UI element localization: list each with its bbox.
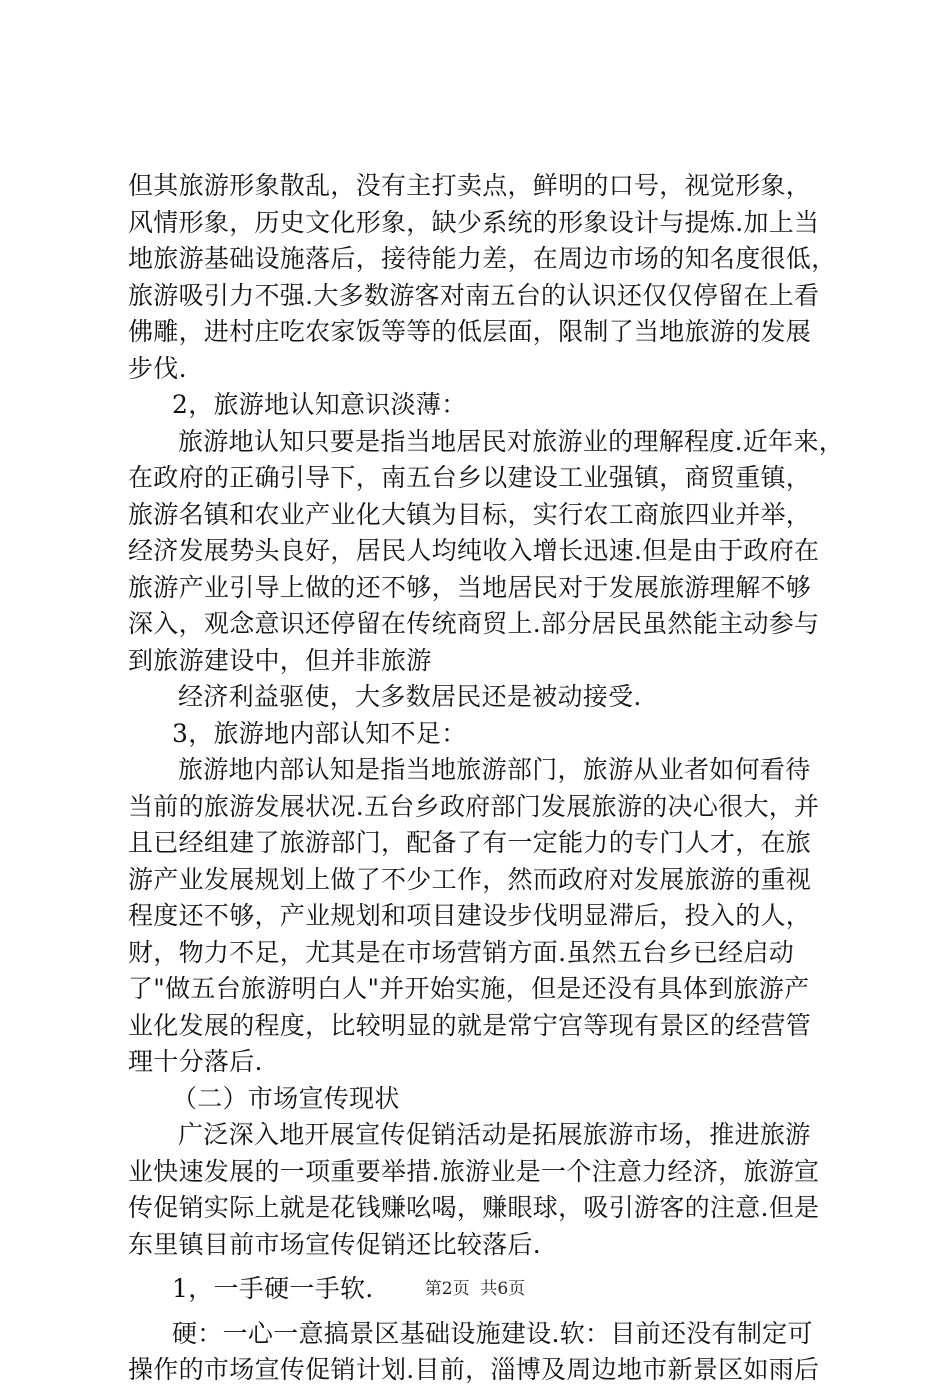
text-line: 了"做五台旅游明白人"并开始实施，但是还没有具体到旅游产 — [128, 974, 810, 1003]
text-line: 东里镇目前市场宣传促销还比较落后. — [128, 1229, 542, 1259]
text-line: 经济发展势头良好，居民人均纯收入增长迅速.但是由于政府在 — [128, 536, 820, 565]
text-line: 硬：一心一意搞景区基础设施建设.软：目前还没有制定可 — [172, 1318, 813, 1348]
section-heading: 3，旅游地内部认知不足： — [172, 718, 467, 748]
section-heading: 1，一手硬一手软. — [172, 1274, 374, 1303]
text-line: 风情形象，历史文化形象，缺少系统的形象设计与提炼.加上当 — [128, 207, 820, 237]
text-line: 理十分落后. — [128, 1047, 263, 1076]
text-line: 传促销实际上就是花钱赚吆喝，赚眼球，吸引游客的注意.但是 — [128, 1193, 820, 1222]
text-line: 到旅游建设中，但并非旅游 — [128, 645, 432, 675]
text-line: 且已经组建了旅游部门，配备了有一定能力的专门人才，在旅 — [128, 828, 812, 857]
page-total: 共6页 — [480, 1279, 526, 1299]
text-line: 旅游产业引导上做的还不够，当地居民对于发展旅游理解不够 — [128, 572, 812, 602]
document-body — [128, 168, 845, 1389]
text-line: 旅游名镇和农业产业化大镇为目标，实行农工商旅四业并举， — [128, 499, 812, 529]
text-line: 业化发展的程度，比较明显的就是常宁宫等现有景区的经营管 — [128, 1010, 812, 1040]
text-line: 在政府的正确引导下，南五台乡以建设工业强镇，商贸重镇， — [128, 463, 812, 492]
text-line: 地旅游基础设施落后，接待能力差，在周边市场的知名度很低， — [128, 244, 837, 273]
text-line: 操作的市场宣传促销计划.目前，淄博及周边地市新景区如雨后 — [128, 1355, 820, 1384]
text-line: 广泛深入地开展宣传促销活动是拓展旅游市场，推进旅游 — [178, 1120, 811, 1149]
text-line: 但其旅游形象散乱，没有主打卖点，鲜明的口号，视觉形象， — [128, 171, 812, 200]
text-line: 程度还不够，产业规划和项目建设步伐明显滞后，投入的人， — [128, 901, 812, 930]
text-line: 旅游地认知只要是指当地居民对旅游业的理解程度.近年来， — [178, 426, 845, 456]
section-heading: （二）市场宣传现状 — [172, 1083, 400, 1113]
text-line: 步伐. — [128, 353, 187, 383]
text-line: 旅游地内部认知是指当地旅游部门，旅游从业者如何看待 — [178, 755, 811, 784]
page-number: 第2页 — [424, 1279, 470, 1299]
page-footer — [0, 1278, 950, 1300]
text-line: 财，物力不足，尤其是在市场营销方面.虽然五台乡已经启动 — [128, 937, 795, 967]
text-line: 业快速发展的一项重要举措.旅游业是一个注意力经济，旅游宣 — [128, 1156, 820, 1186]
text-line: 当前的旅游发展状况.五台乡政府部门发展旅游的决心很大，并 — [128, 791, 820, 821]
section-heading: 2，旅游地认知意识淡薄： — [172, 390, 467, 419]
text-line: 佛雕，进村庄吃农家饭等等的低层面，限制了当地旅游的发展 — [128, 317, 812, 346]
text-line: 游产业发展规划上做了不少工作，然而政府对发展旅游的重视 — [128, 864, 812, 894]
text-line: 经济利益驱使，大多数居民还是被动接受. — [178, 682, 642, 711]
text-line: 深入，观念意识还停留在传统商贸上.部分居民虽然能主动参与 — [128, 609, 820, 638]
text-line: 旅游吸引力不强.大多数游客对南五台的认识还仅仅停留在上看 — [128, 280, 820, 310]
